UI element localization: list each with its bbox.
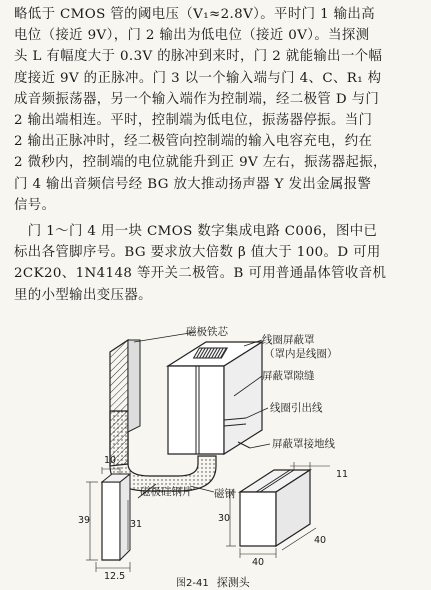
text-line: 门 1～门 4 用一块 CMOS 数字集成电路 C006，图中已: [14, 224, 378, 240]
text-line: 2 微秒内，控制端的电位就能升到正 9V 左右，振荡器起振，: [14, 155, 387, 171]
label-shield-ground: 屏蔽罩接地线: [272, 438, 335, 450]
left-pole: [110, 340, 140, 466]
text-line: 头 L 有幅度大于 0.3V 的脉冲到来时，门 2 就能输出一个幅: [14, 49, 383, 65]
text-line: 略低于 CMOS 管的阈电压（V₁≈2.8V）。平时门 1 输出高: [14, 7, 376, 22]
label-core: 磁极铁芯: [186, 326, 228, 338]
body-text: [14, 4, 422, 306]
text-line: 成音频振荡器，另一个输入端作为控制端，经二极管 D 与门: [14, 91, 380, 107]
dim-11: 11: [336, 469, 349, 480]
label-shield-note: （罩内是线圈）: [264, 348, 338, 360]
text-line: 2CK20、1N4148 等开关二极管。B 可用普通晶体管收音机: [14, 266, 387, 282]
label-shield-cover: 线圈屏蔽罩: [262, 334, 315, 346]
dim-12-5: 12.5: [104, 571, 126, 582]
label-shield-gap: 屏蔽罩隙缝: [262, 370, 315, 382]
figure-probe-head: [0, 326, 431, 587]
text-line: 2 输出正脉冲时，经二极管向控制端的输入电容充电，约在: [14, 134, 373, 150]
dim-31: 31: [130, 519, 143, 530]
caption-title: 探测头: [216, 576, 250, 589]
text-line: 标出各管脚序号。BG 要求放大倍数 β 值大于 100。D 可用: [14, 245, 381, 261]
text-line: 信号。: [14, 197, 56, 213]
label-pole-sheet: 磁极硅钢片: [140, 486, 193, 498]
probe-head-drawing: [0, 326, 431, 587]
text-line: 门 4 输出音频信号经 BG 放大推动扬声器 Y 发出金属报警: [14, 176, 372, 192]
dim-40-a: 40: [252, 557, 265, 568]
dim-39: 39: [78, 515, 91, 526]
label-magnet-steel: 磁钢: [214, 488, 235, 500]
dim-10: 10: [104, 455, 117, 466]
text-line: 里的小型输出变压器。: [14, 287, 152, 303]
text-line: 2 输出端相连。平时，控制端为低电位，振荡器停振。当门: [14, 113, 373, 129]
text-line: 电位（接近 9V），门 2 输出为低电位（接近 0V）。当探测: [14, 28, 370, 44]
pole-sheet-drawing: [86, 467, 130, 572]
coil-shield-box: [168, 342, 262, 454]
dim-30: 30: [218, 513, 231, 524]
figure-caption: [176, 574, 250, 590]
caption-number: 图2-41: [176, 578, 209, 589]
dim-40-b: 40: [314, 535, 327, 546]
text-line: 度接近 9V 的正脉冲。门 3 以一个输入端与门 4、C、R₁ 构: [14, 70, 382, 86]
label-coil-lead: 线圈引出线: [270, 402, 323, 414]
